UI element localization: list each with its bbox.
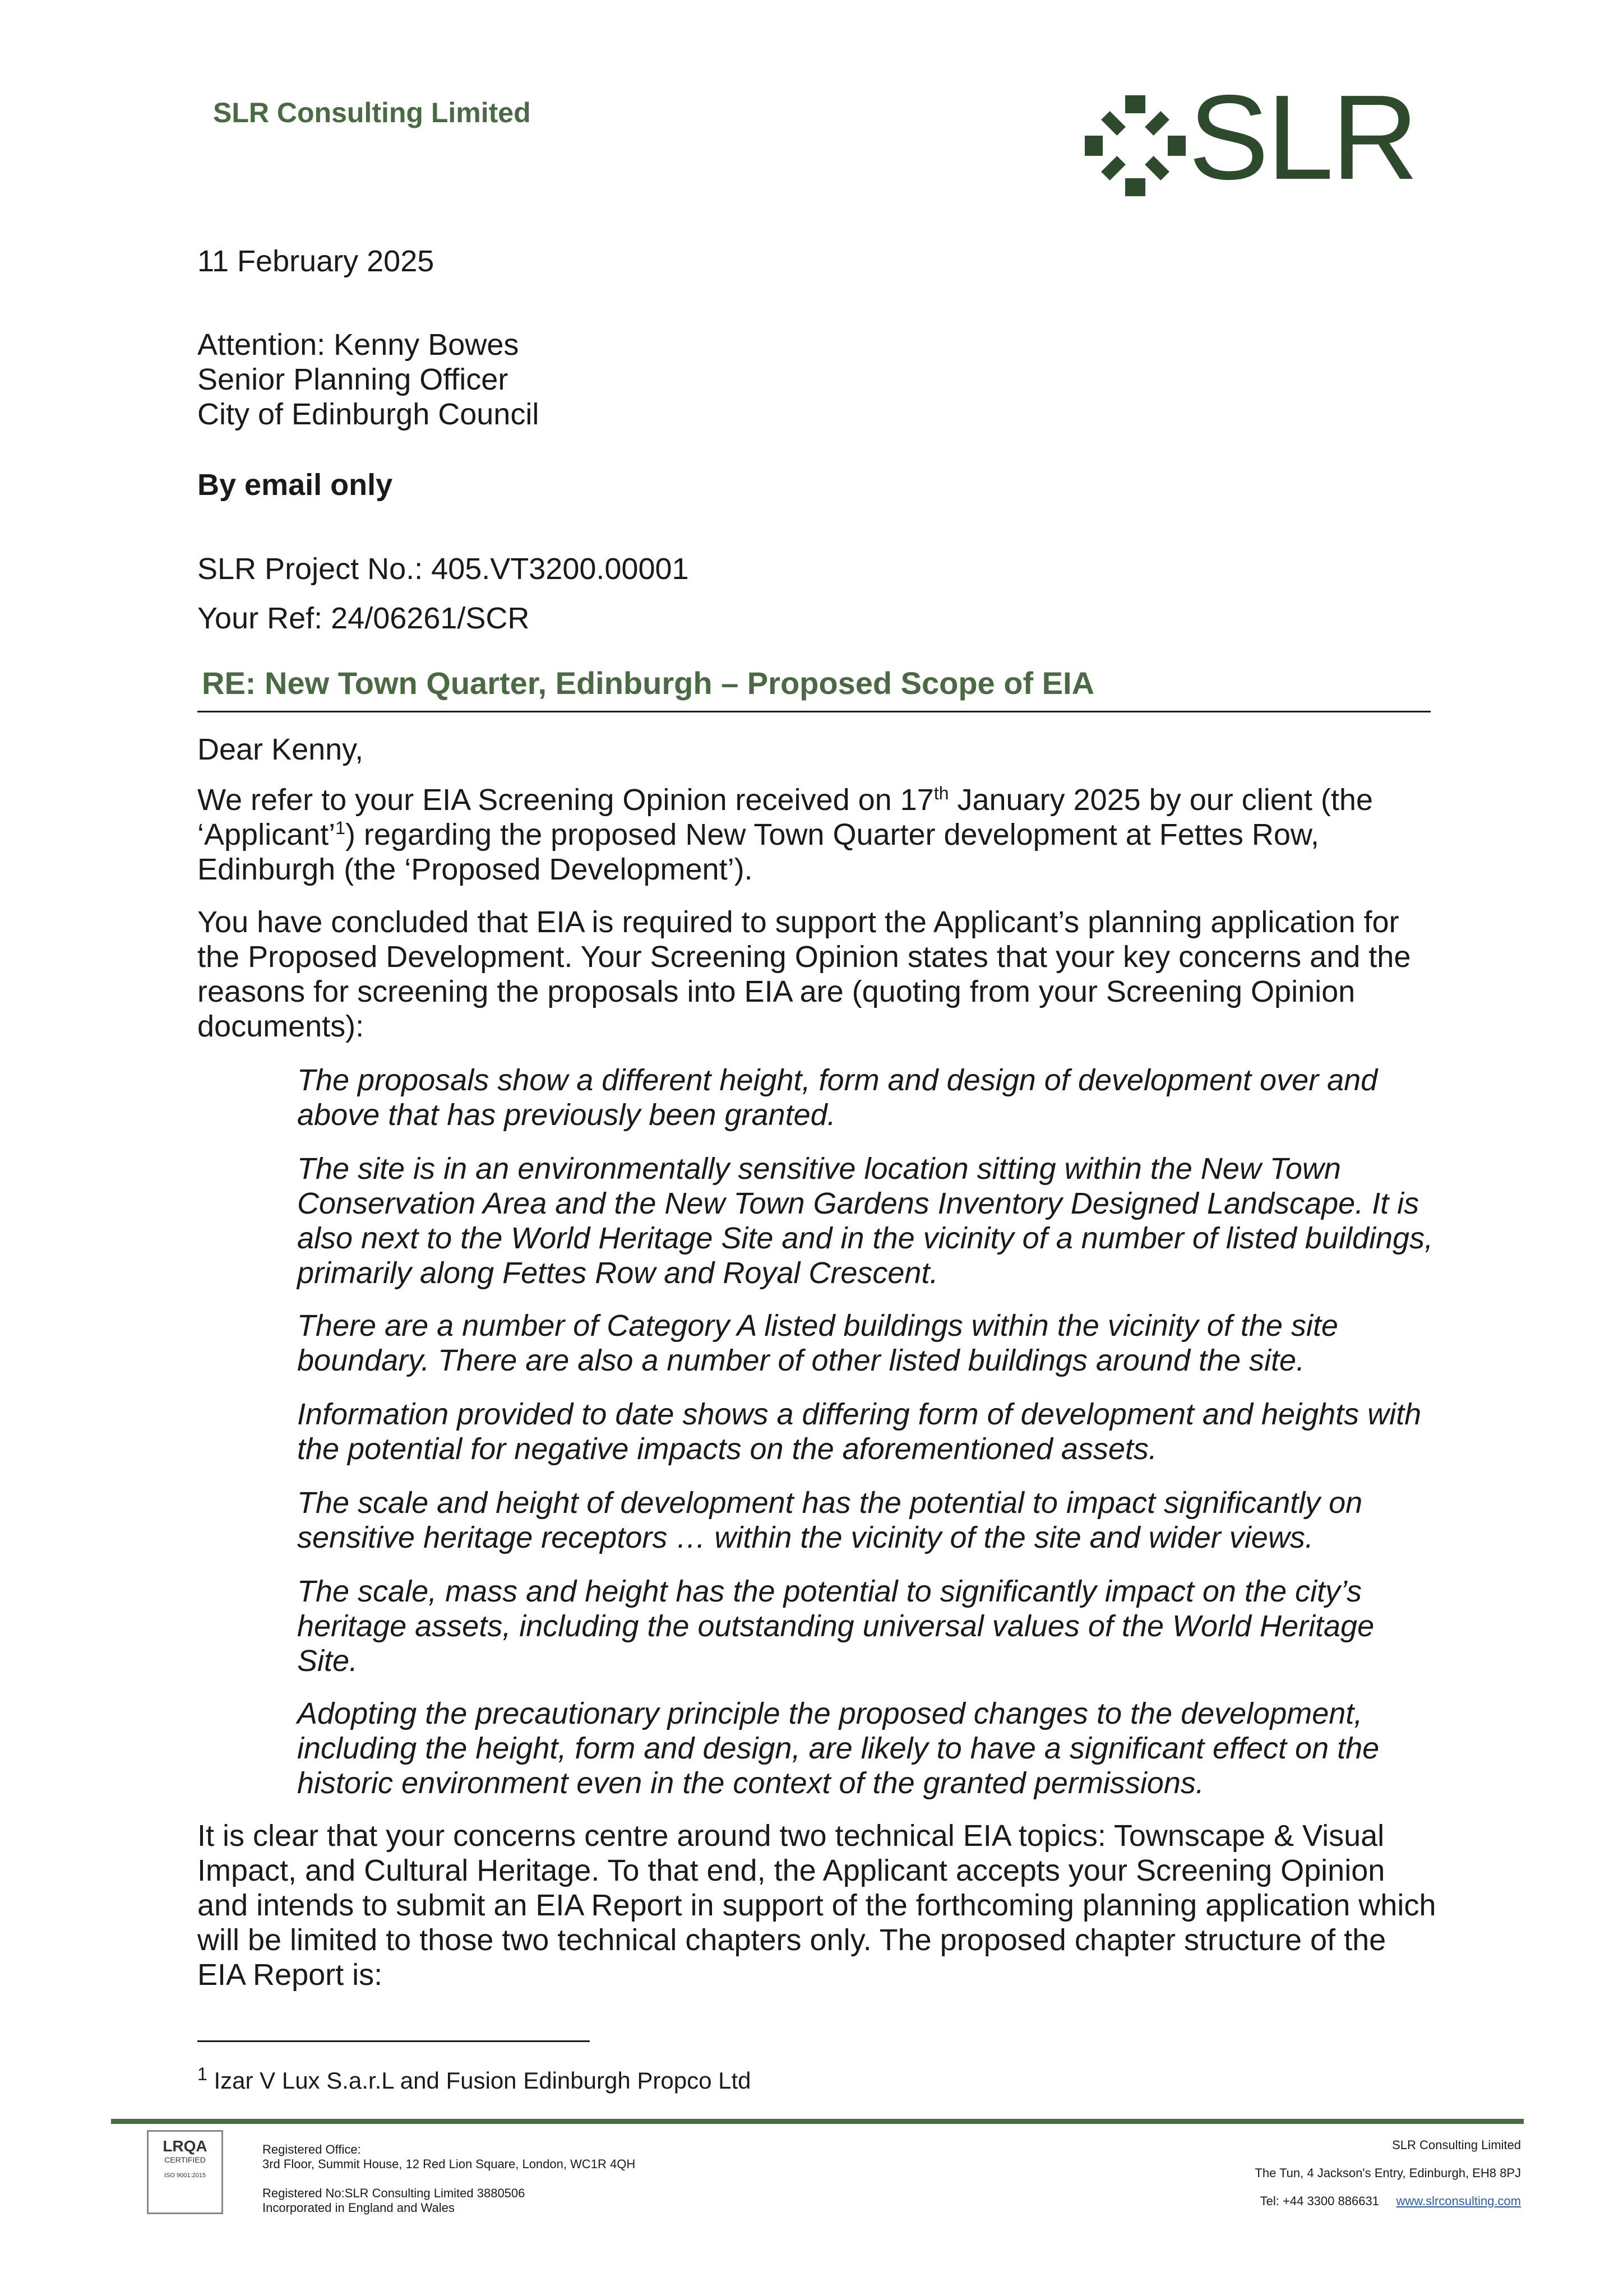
footer-divider [111, 2119, 1524, 2124]
registration-number: Registered No:SLR Consulting Limited 3880506 [262, 2186, 525, 2200]
subject-divider [197, 711, 1431, 712]
footnote: $^1$ Izar V Lux S.a.r.L and Fusion Edinburgh Propco Ltd [197, 2064, 751, 2094]
paragraph-line: documents): [197, 1010, 364, 1043]
delivery-note: By email only [197, 468, 393, 502]
footer-address: The Tun, 4 Jackson's Entry, Edinburgh, EH8 8PJ [1255, 2166, 1521, 2180]
quote-block: Adopting the precautionary principle the proposed changes to the development, including the height, form and design, are likely to have a significant effect on the historic environment even in the context of the granted permissions. [297, 1697, 1380, 1800]
slr-logo [1085, 70, 1432, 205]
slr-starburst-icon [1085, 95, 1186, 196]
paragraph-intro [197, 783, 1448, 887]
project-number: SLR Project No.: 405.VT3200.00001 [197, 552, 689, 586]
paragraph-line: You have concluded that EIA is required to support the Applicant’s planning application for [197, 905, 1399, 939]
salutation: Dear Kenny, [197, 733, 364, 766]
company-name: SLR Consulting Limited [213, 97, 531, 128]
paragraph-line: ‘Applicant’$^1$) regarding the proposed New Town Quarter development at Fettes Row, [197, 818, 1319, 851]
recipient-attention: Attention: Kenny Bowes [197, 328, 519, 362]
quote-block: The proposals show a different height, form and design of development over and above that has previously been granted. [297, 1063, 1378, 1132]
quote-block: Information provided to date shows a differing form of development and heights with the potential for negative impacts on the aforementioned assets. [297, 1397, 1422, 1466]
footer-telephone: Tel: +44 3300 886631 [1260, 2194, 1379, 2208]
quote-block: The scale, mass and height has the potential to significantly impact on the city’s heritage assets, including the outstanding universal values of the World Heritage Site. [297, 1575, 1375, 1678]
paragraph-line: Edinburgh (the ‘Proposed Development’). [197, 853, 753, 886]
quote-block: The site is in an environmentally sensitive location sitting within the New Town Conservation Area and the New Town Gardens Inventory Designed Landscape. It is also next to the World Heritage Site and in the vicinity of a number of listed buildings, primarily along Fettes Row and Royal Crescent. [297, 1152, 1434, 1290]
your-reference: Your Ref: 24/06261/SCR [197, 601, 530, 635]
paragraph-scope: It is clear that your concerns centre around two technical EIA topics: Townscape & Visual Impact, and Cultural Heritage. To that end, the Applicant accepts your Screening Opinion and intends to submit an EIA Report in support of the forthcoming planning application which will be limited to those two technical chapters only. The proposed chapter structure of the EIA Report is: [197, 1819, 1436, 1992]
paragraph-line: the Proposed Development. Your Screening Opinion states that your key concerns and the [197, 940, 1411, 974]
paragraph-line: reasons for screening the proposals into EIA are (quoting from your Screening Opinion [197, 975, 1356, 1008]
footer-company: SLR Consulting Limited [1392, 2138, 1521, 2152]
footer-contact [1260, 2194, 1521, 2209]
website-link[interactable]: www.slrconsulting.com [1396, 2194, 1521, 2208]
paragraph-concerns [197, 905, 1448, 1044]
recipient-title: Senior Planning Officer [197, 363, 508, 396]
lrqa-certified-badge: LRQA CERTIFIED ISO 9001:2015 [147, 2130, 223, 2214]
paragraph-line: We refer to your EIA Screening Opinion received on 17th January 2025 by our client (the [197, 783, 1373, 817]
footnote-divider [197, 2040, 590, 2042]
recipient-org: City of Edinburgh Council [197, 397, 539, 431]
logo-wordmark: SLR [1189, 70, 1417, 205]
registered-office-label: Registered Office: [262, 2142, 361, 2156]
letter-date: 11 February 2025 [197, 244, 434, 278]
subject-heading: RE: New Town Quarter, Edinburgh – Proposed Scope of EIA [202, 665, 1095, 701]
quote-block: The scale and height of development has the potential to impact significantly on sensitive heritage receptors … within the vicinity of the site and wider views. [297, 1486, 1363, 1554]
registered-office-address: 3rd Floor, Summit House, 12 Red Lion Square, London, WC1R 4QH [262, 2157, 636, 2171]
incorporation-note: Incorporated in England and Wales [262, 2201, 455, 2215]
quote-block: There are a number of Category A listed buildings within the vicinity of the site boundary. There are also a number of other listed buildings around the site. [297, 1309, 1338, 1377]
